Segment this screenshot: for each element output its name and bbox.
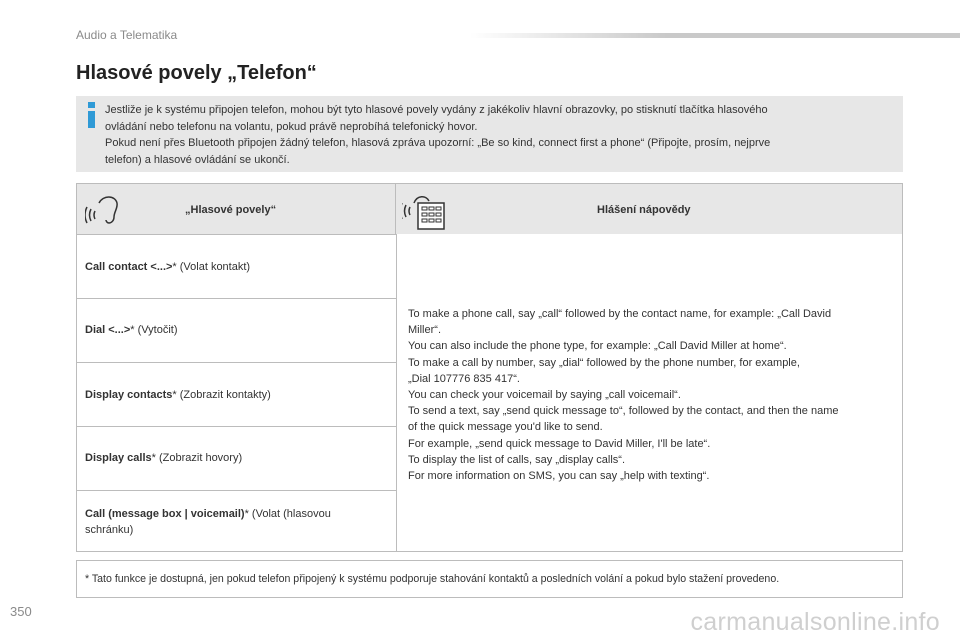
row-divider — [77, 362, 396, 363]
info-line: telefon) a hlasové ovládání se ukončí. — [105, 153, 290, 166]
voice-help-keypad-icon — [402, 187, 450, 231]
info-text — [105, 102, 895, 168]
command-dial: Dial <...>* (Vytočit) — [85, 324, 178, 336]
help-line: You can also include the phone type, for example: „Call David Miller at home“. — [408, 340, 787, 353]
header-divider — [470, 33, 960, 38]
info-box — [76, 96, 903, 172]
row-divider — [77, 490, 396, 491]
help-line: To make a phone call, say „call“ followed by the contact name, for example: „Call David — [408, 308, 832, 320]
voice-commands-table — [76, 183, 903, 552]
help-line: of the quick message you'd like to send. — [408, 421, 603, 434]
info-line: ovládání nebo telefonu na volantu, pokud právě neprobíhá telefonický hovor. — [105, 120, 478, 133]
command-display-calls: Display calls* (Zobrazit hovory) — [85, 452, 243, 464]
command-call-contact: Call contact <...>* (Volat kontakt) — [85, 261, 251, 273]
watermark: carmanualsonline.info — [690, 608, 940, 636]
info-line: Pokud není přes Bluetooth připojen žádný telefon, hlasová zpráva upozorní: „Be so kind, connect first a phone“ (Připojte, prosím, nejprve — [105, 137, 771, 149]
row-divider — [77, 426, 396, 427]
help-text — [408, 306, 890, 484]
help-line: To display the list of calls, say „display calls“. — [408, 453, 626, 466]
help-line: „Dial 107776 835 417“. — [408, 372, 520, 385]
info-icon — [85, 102, 99, 128]
command-call-voicemail: Call (message box | voicemail)* (Volat (hlasovou schránku) — [85, 508, 331, 536]
page-number: 350 — [10, 604, 32, 619]
column-header-help — [396, 184, 902, 234]
section-title: Audio a Telematika — [76, 28, 178, 42]
row-divider — [77, 298, 396, 299]
help-line: Miller“. — [408, 324, 441, 337]
column-divider — [396, 234, 397, 551]
row-divider — [77, 234, 396, 235]
help-line: To send a text, say „send quick message to“, followed by the contact, and then the name — [408, 405, 839, 418]
help-line: For example, „send quick message to David Miller, I'll be late“. — [408, 437, 711, 450]
page-title: Hlasové povely „Telefon“ — [76, 62, 317, 84]
help-line: You can check your voicemail by saying „call voicemail“. — [408, 389, 681, 402]
footnote-text: * Tato funkce je dostupná, jen pokud telefon připojený k systému podporuje stahování kontaktů a posledních volání a pokud bylo stažení provedeno. — [85, 573, 780, 585]
help-line: To make a call by number, say „dial“ followed by the phone number, for example, — [408, 356, 800, 369]
column-header-commands-label: „Hlasové povely“ — [185, 204, 277, 216]
column-header-help-label: Hlášení nápovědy — [597, 204, 691, 216]
command-display-contacts: Display contacts* (Zobrazit kontakty) — [85, 389, 271, 401]
voice-command-icon — [85, 189, 121, 229]
column-header-commands — [77, 184, 396, 234]
help-line: For more information on SMS, you can say „help with texting“. — [408, 470, 710, 483]
footnote-box — [76, 560, 903, 598]
info-line: Jestliže je k systému připojen telefon, mohou být tyto hlasové povely vydány z jakékoliv hlavní obrazovky, po stisknutí tlačítka hlasového — [105, 104, 768, 116]
